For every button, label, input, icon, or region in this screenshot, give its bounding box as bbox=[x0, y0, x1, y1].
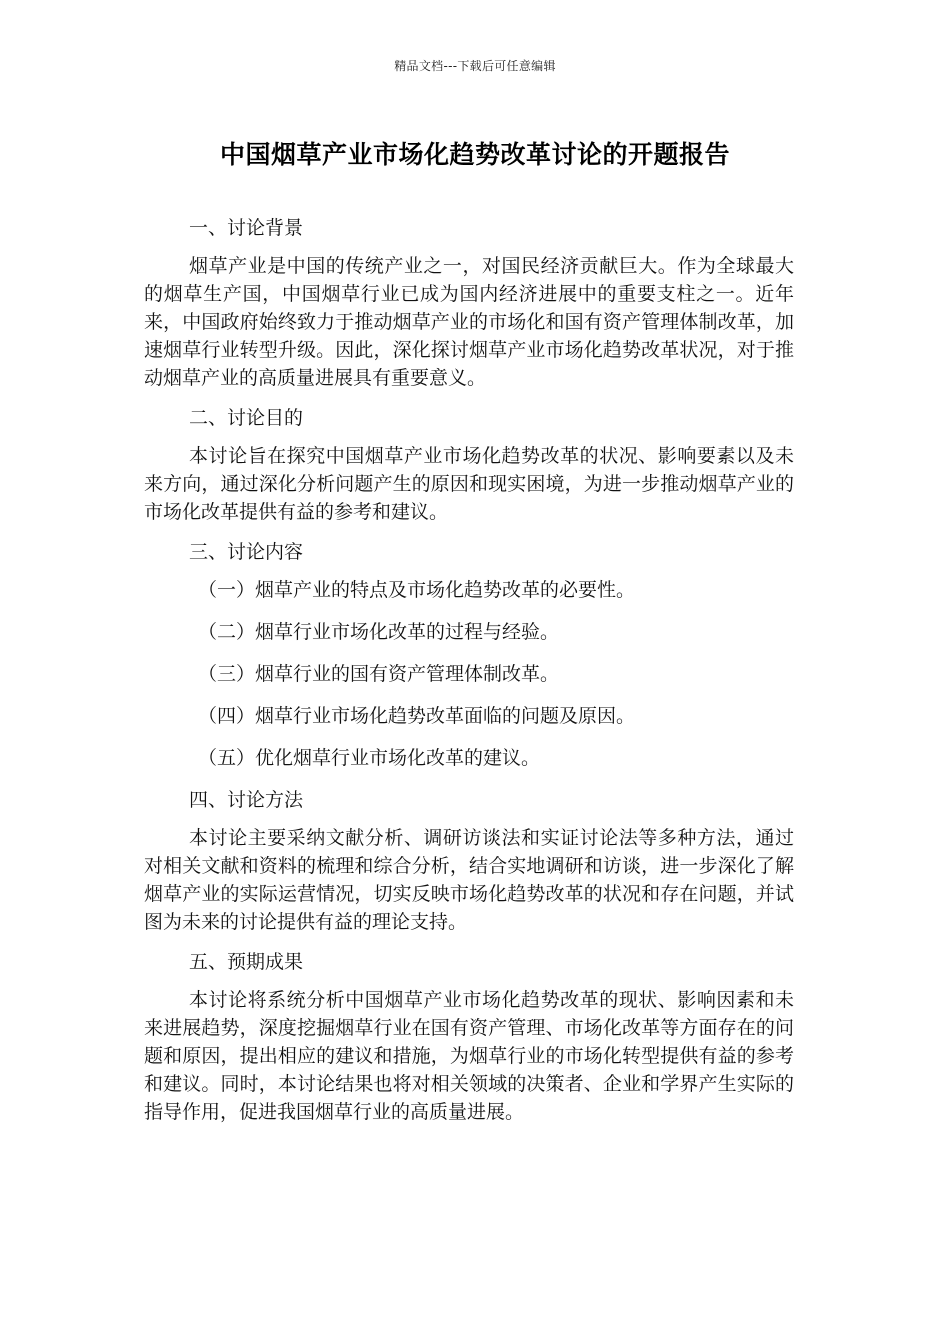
section-paragraph-purpose: 本讨论旨在探究中国烟草产业市场化趋势改革的状况、影响要素以及未来方向，通过深化分析问题产生的原因和现实困境，为进一步推动烟草产业的市场化改革提供有益的参考和建议。 bbox=[144, 445, 794, 523]
header-note: 精品文档---下载后可任意编辑 bbox=[394, 59, 556, 73]
section-heading-purpose: 二、讨论目的 bbox=[189, 407, 304, 429]
content-list-item: （四）烟草行业市场化趋势改革面临的问题及原因。 bbox=[198, 705, 636, 727]
content-list-item: （三）烟草行业的国有资产管理体制改革。 bbox=[198, 663, 560, 685]
section-paragraph-outcomes: 本讨论将系统分析中国烟草产业市场化趋势改革的现状、影响因素和未来进展趋势，深度挖掘烟草行业在国有资产管理、市场化改革等方面存在的问题和原因，提出相应的建议和措施，为烟草行业的市场化转型提供有益的参考和建议。同时，本讨论结果也将对相关领域的决策者、企业和学界产生实际的指导作用，促进我国烟草行业的高质量进展。 bbox=[144, 989, 794, 1123]
content-list-item: （一）烟草产业的特点及市场化趋势改革的必要性。 bbox=[198, 579, 636, 601]
document-body bbox=[144, 210, 794, 1138]
section-paragraph-background: 烟草产业是中国的传统产业之一，对国民经济贡献巨大。作为全球最大的烟草生产国，中国烟草行业已成为国内经济进展中的重要支柱之一。近年来，中国政府始终致力于推动烟草产业的市场化和国有资产管理体制改革，加速烟草行业转型升级。因此，深化探讨烟草产业市场化趋势改革状况，对于推动烟草产业的高质量进展具有重要意义。 bbox=[144, 255, 794, 389]
content-list-item: （五）优化烟草行业市场化改革的建议。 bbox=[198, 747, 541, 769]
content-list-item: （二）烟草行业市场化改革的过程与经验。 bbox=[198, 621, 560, 643]
section-paragraph-methods: 本讨论主要采纳文献分析、调研访谈法和实证讨论法等多种方法，通过对相关文献和资料的梳理和综合分析，结合实地调研和访谈，进一步深化了解烟草产业的实际运营情况，切实反映市场化趋势改革的状况和存在问题，并试图为未来的讨论提供有益的理论支持。 bbox=[144, 827, 794, 933]
section-heading-background: 一、讨论背景 bbox=[189, 217, 304, 239]
section-heading-outcomes: 五、预期成果 bbox=[189, 951, 304, 973]
document-title: 中国烟草产业市场化趋势改革讨论的开题报告 bbox=[219, 140, 730, 169]
section-heading-methods: 四、讨论方法 bbox=[189, 789, 304, 811]
section-heading-content: 三、讨论内容 bbox=[189, 541, 304, 563]
